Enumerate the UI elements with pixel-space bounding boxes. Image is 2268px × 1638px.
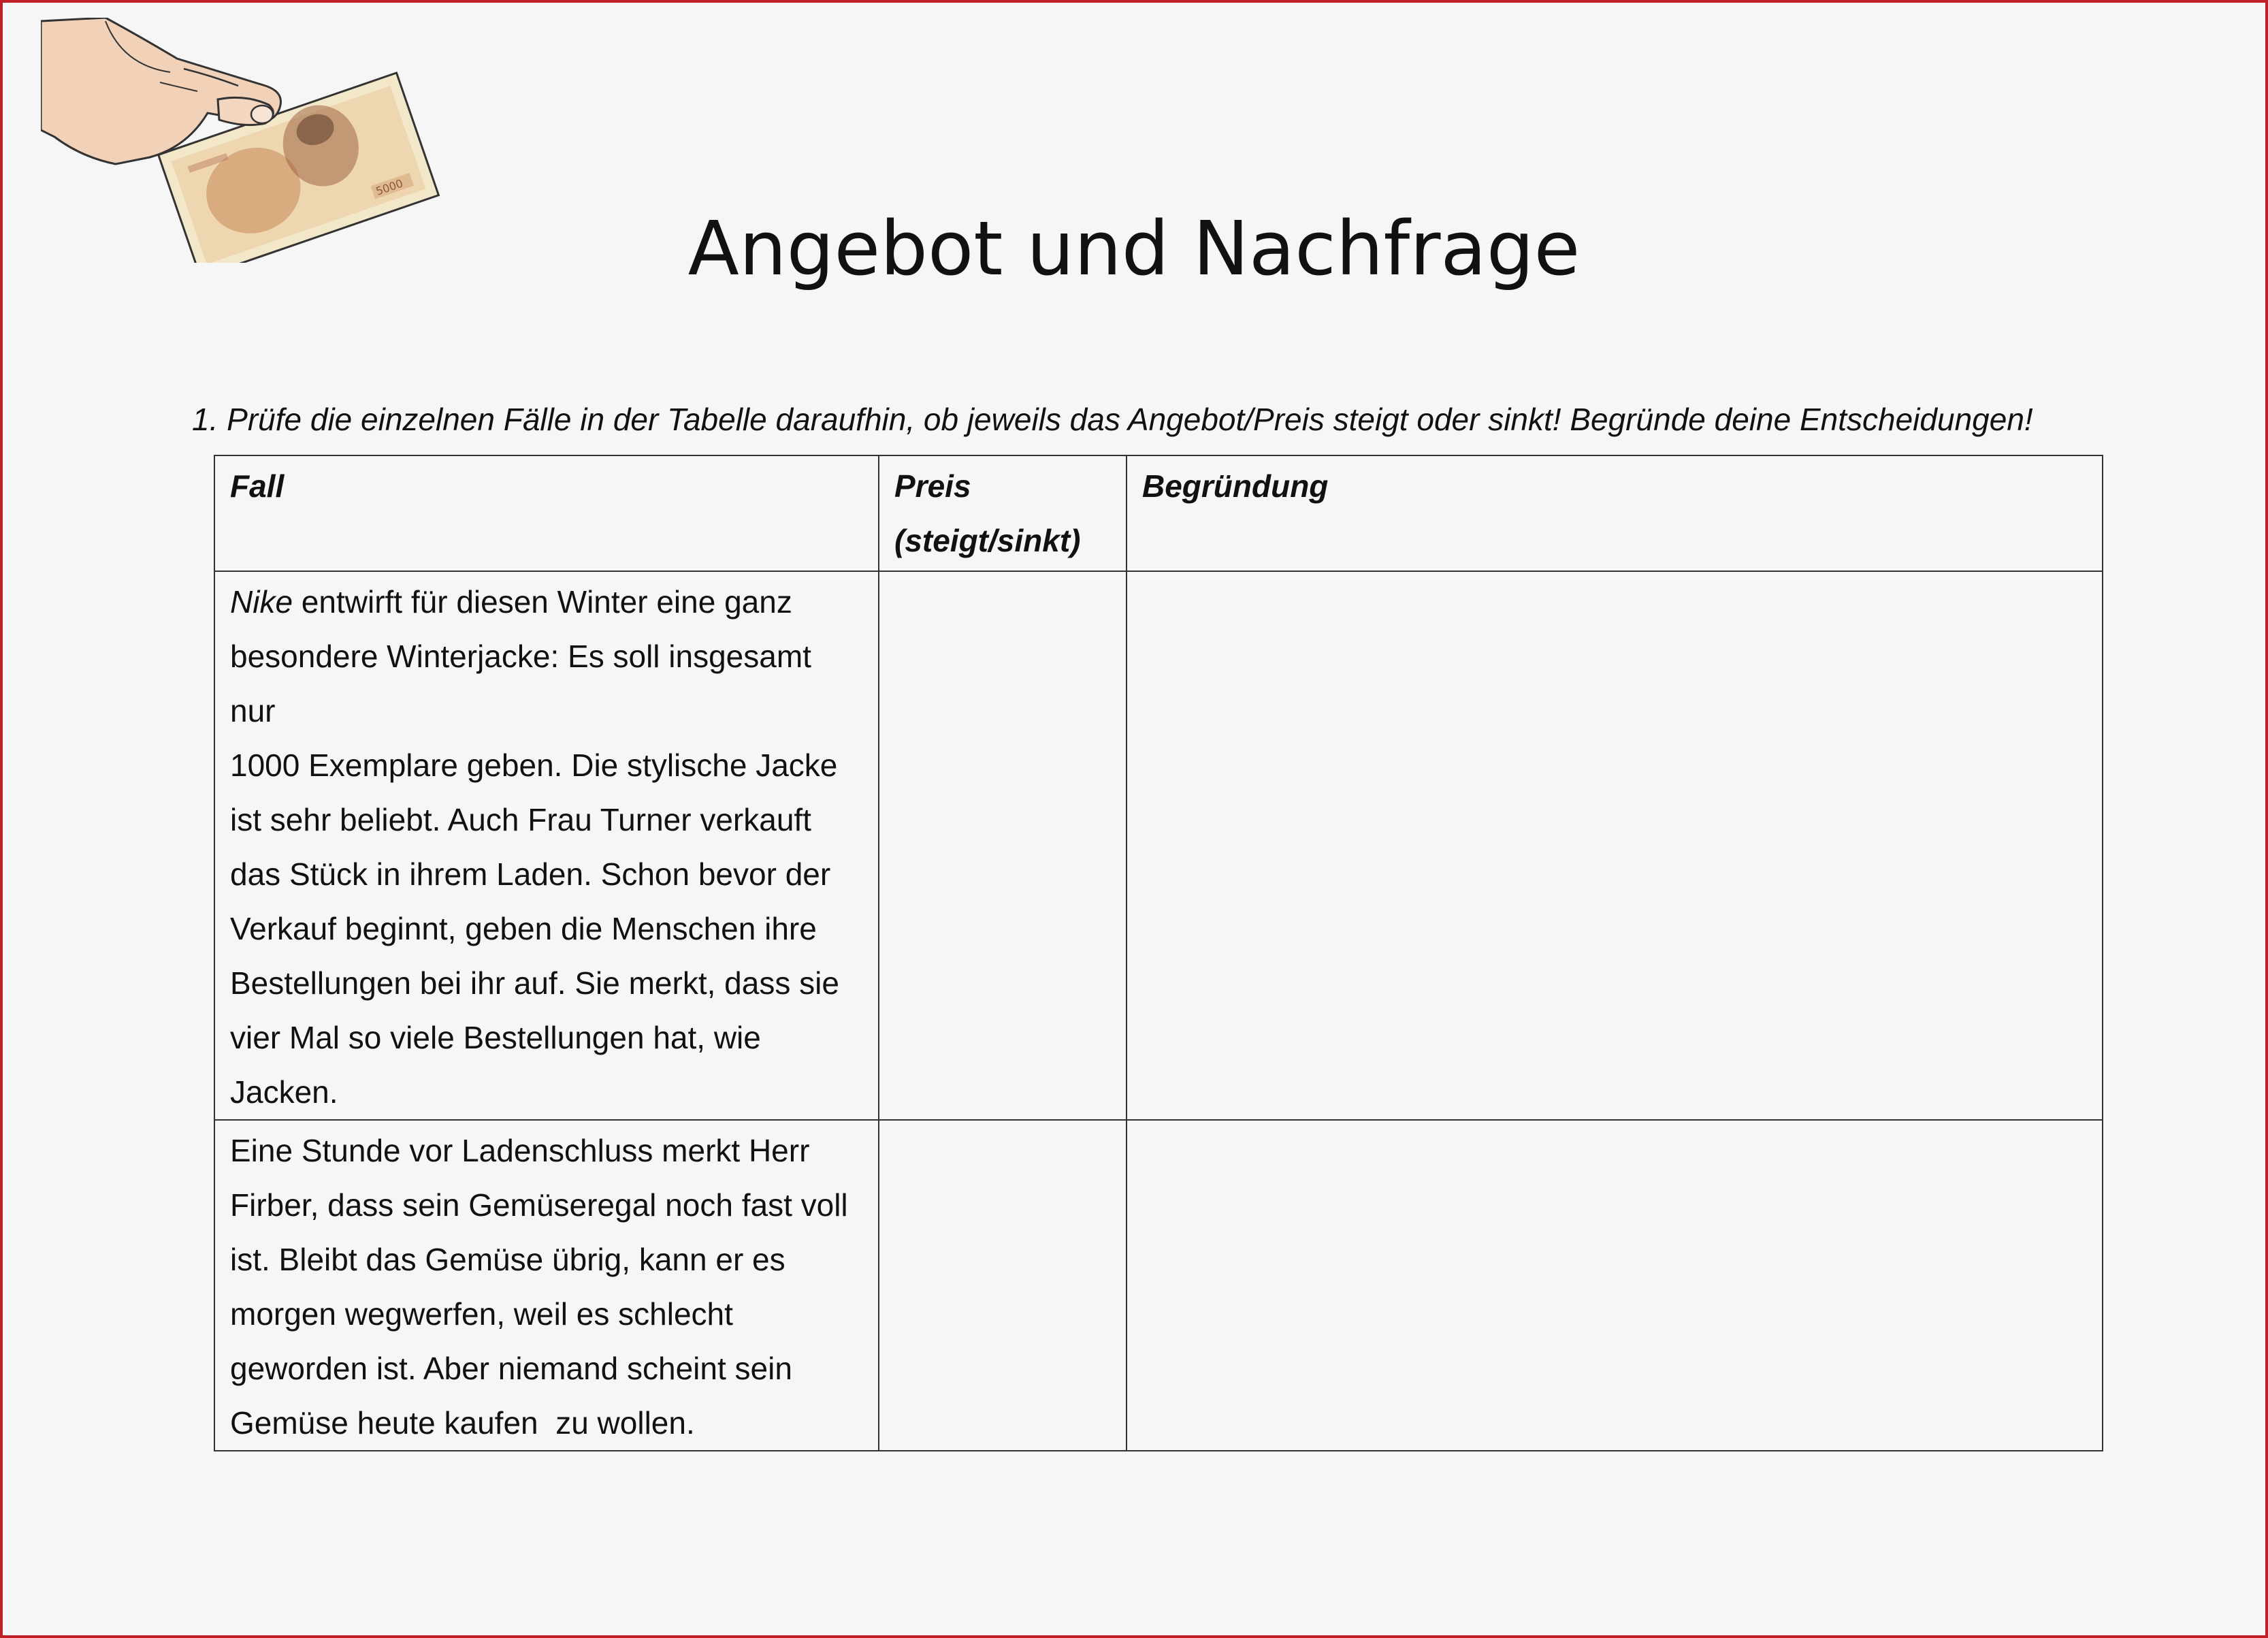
- case-line: 1000 Exemplare geben. Die stylische Jacke: [230, 748, 838, 783]
- header-preis-label: Preis: [894, 468, 971, 504]
- case-line: geworden ist. Aber niemand scheint sein: [230, 1351, 792, 1386]
- header-fall: [214, 455, 879, 571]
- case-line-text: entwirft für diesen Winter eine ganz: [293, 584, 792, 620]
- case-line: Gemüse heute kaufen zu wollen.: [230, 1405, 695, 1441]
- case-line: besondere Winterjacke: Es soll insgesamt nur: [230, 639, 811, 728]
- case-line: Firber, dass sein Gemüseregal noch fast voll: [230, 1187, 848, 1223]
- case-cell: [214, 1120, 879, 1451]
- case-line: Jacken.: [230, 1074, 338, 1110]
- case-line: Verkauf beginnt, geben die Menschen ihre: [230, 911, 817, 946]
- case-line: morgen wegwerfen, weil es schlecht: [230, 1296, 733, 1332]
- brand-name: Nike: [230, 584, 293, 620]
- case-line: vier Mal so viele Bestellungen hat, wie: [230, 1020, 761, 1055]
- preis-answer-cell[interactable]: [879, 571, 1127, 1120]
- cases-table: [214, 455, 2103, 1451]
- page-title: Angebot und Nachfrage: [687, 205, 1581, 292]
- case-line: ist. Bleibt das Gemüse übrig, kann er es: [230, 1242, 785, 1277]
- header-begruendung-label: Begründung: [1142, 468, 1329, 504]
- table-row: [214, 1120, 2103, 1451]
- preis-answer-cell[interactable]: [879, 1120, 1127, 1451]
- header-preis: [879, 455, 1127, 571]
- header-begruendung: [1127, 455, 2103, 571]
- case-line: Eine Stunde vor Ladenschluss merkt Herr: [230, 1133, 810, 1168]
- task-instruction: 1. Prüfe die einzelnen Fälle in der Tabelle daraufhin, ob jeweils das Angebot/Preis steigt oder sinkt! Begründe deine Entscheidungen!: [192, 402, 2033, 437]
- case-line: [230, 575, 863, 629]
- case-cell: [214, 571, 879, 1120]
- table-row: [214, 571, 2103, 1120]
- header-fall-label: Fall: [230, 468, 285, 504]
- table-header-row: [214, 455, 2103, 571]
- case-line: ist sehr beliebt. Auch Frau Turner verkauft: [230, 802, 811, 837]
- case-line: Bestellungen bei ihr auf. Sie merkt, dass sie: [230, 965, 839, 1001]
- case-line: das Stück in ihrem Laden. Schon bevor der: [230, 856, 831, 892]
- header-preis-sublabel: (steigt/sinkt): [894, 523, 1081, 558]
- banknote-value: 5000: [374, 176, 405, 198]
- begruendung-answer-cell[interactable]: [1127, 1120, 2103, 1451]
- begruendung-answer-cell[interactable]: [1127, 571, 2103, 1120]
